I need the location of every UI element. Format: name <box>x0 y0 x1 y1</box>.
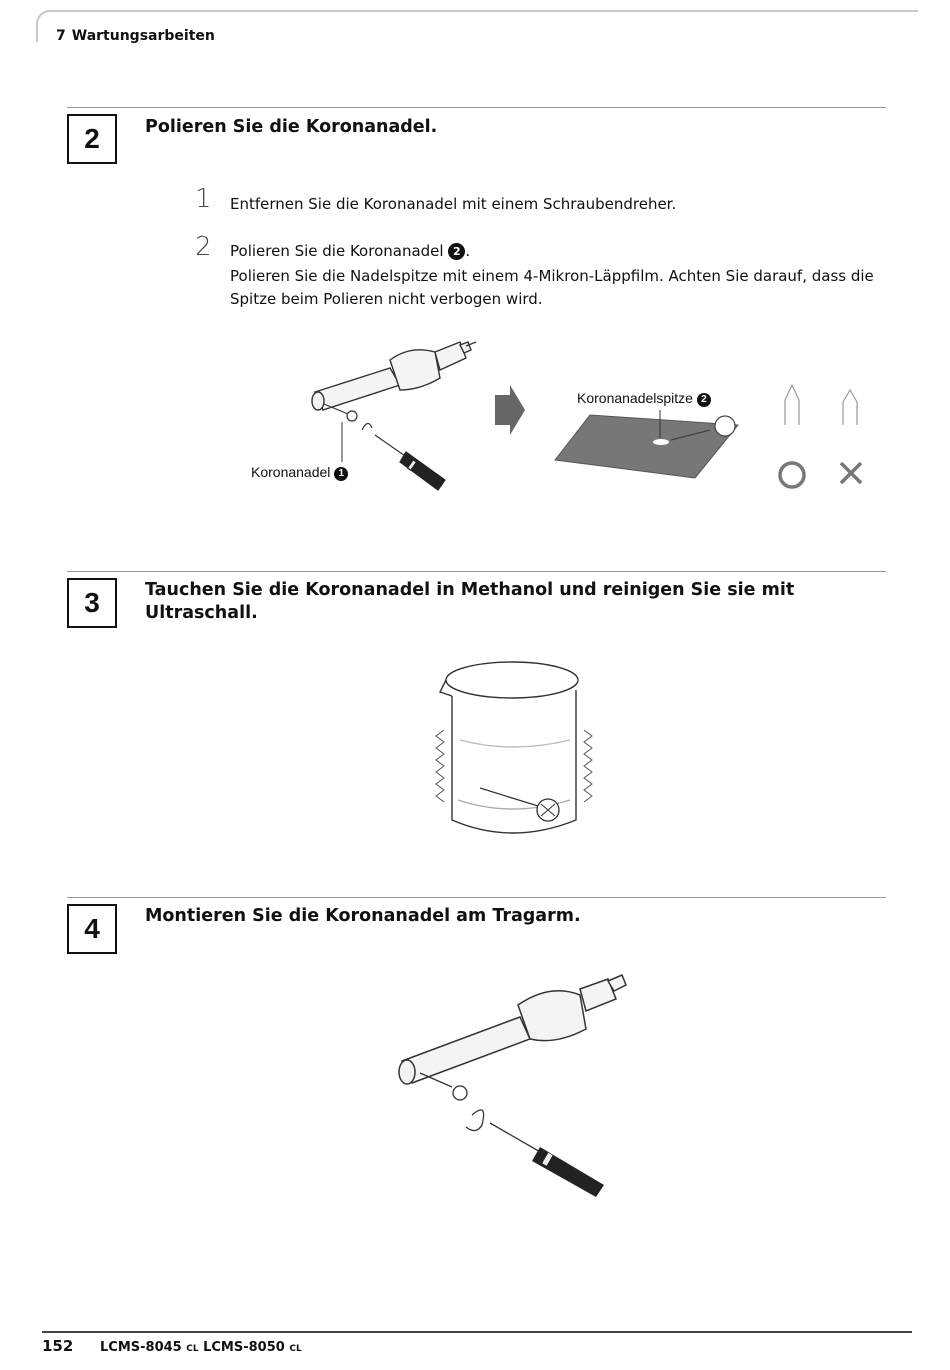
step-title: Montieren Sie die Koronanadel am Tragarm. <box>145 906 581 926</box>
circled-marker: 1 <box>334 467 348 481</box>
cross-ng-icon <box>841 463 861 483</box>
substep-text-end: . <box>465 242 471 260</box>
screwdriver-icon <box>490 1123 604 1197</box>
substep-number: 1 <box>195 184 212 214</box>
step-divider <box>67 897 886 898</box>
step-title: Tauchen Sie die Koronanadel in Methanol und reinigen Sie sie mit Ultraschall. <box>145 580 795 623</box>
callout-tip-text: Koronanadelspitze <box>577 390 693 406</box>
screwdriver-icon <box>375 435 445 490</box>
rotate-arrow-icon <box>466 1110 484 1131</box>
model-2-suffix: CL <box>289 1344 302 1354</box>
step-title: Polieren Sie die Koronanadel. <box>145 117 438 137</box>
needle-nut-icon <box>347 411 357 421</box>
circled-marker: 2 <box>697 393 711 407</box>
mounting-illustration <box>390 965 640 1210</box>
beaker-illustration <box>430 650 610 850</box>
model-1: LCMS-8045 <box>100 1340 182 1355</box>
polishing-illustration <box>240 330 880 530</box>
page-number: 152 <box>42 1337 74 1355</box>
step-number-box: 3 <box>67 578 117 628</box>
chapter-title: Wartungsarbeiten <box>71 28 215 44</box>
substep-text: Entfernen Sie die Koronanadel mit einem Schraubendreher. <box>230 195 677 213</box>
chapter-number: 7 <box>56 28 66 44</box>
model-1-suffix: CL <box>186 1344 199 1354</box>
bent-tip-icon <box>843 390 857 425</box>
model-2: LCMS-8050 <box>203 1340 285 1355</box>
substep-text <box>230 240 890 311</box>
probe-holder-icon <box>399 975 626 1084</box>
step-divider <box>67 107 886 108</box>
lapping-film-icon <box>555 415 738 478</box>
chapter-header <box>56 28 215 44</box>
step-number-box: 4 <box>67 904 117 954</box>
circle-ok-icon <box>780 463 804 487</box>
callout-needle <box>251 464 348 481</box>
substep-number: 2 <box>195 232 212 262</box>
callout-needle-tip <box>577 390 711 407</box>
step-divider <box>67 571 886 572</box>
probe-holder-icon <box>312 342 476 410</box>
circled-marker: 2 <box>448 243 465 260</box>
model-name <box>100 1340 302 1355</box>
substep-detail: Polieren Sie die Nadelspitze mit einem 4-Mikron-Läppfilm. Achten Sie darauf, dass die Spitze beim Polieren nicht verbogen wird. <box>230 267 874 308</box>
footer-divider <box>42 1331 912 1333</box>
callout-needle-text: Koronanadel <box>251 464 331 480</box>
good-tip-icon <box>785 385 799 425</box>
needle-nut-icon <box>453 1086 467 1100</box>
needle-nut-icon <box>715 416 735 436</box>
step-number-box: 2 <box>67 114 117 164</box>
rotate-arrow-icon <box>362 423 372 430</box>
substep-text-main: Polieren Sie die Koronanadel <box>230 242 444 260</box>
arrow-right-icon <box>495 385 525 435</box>
